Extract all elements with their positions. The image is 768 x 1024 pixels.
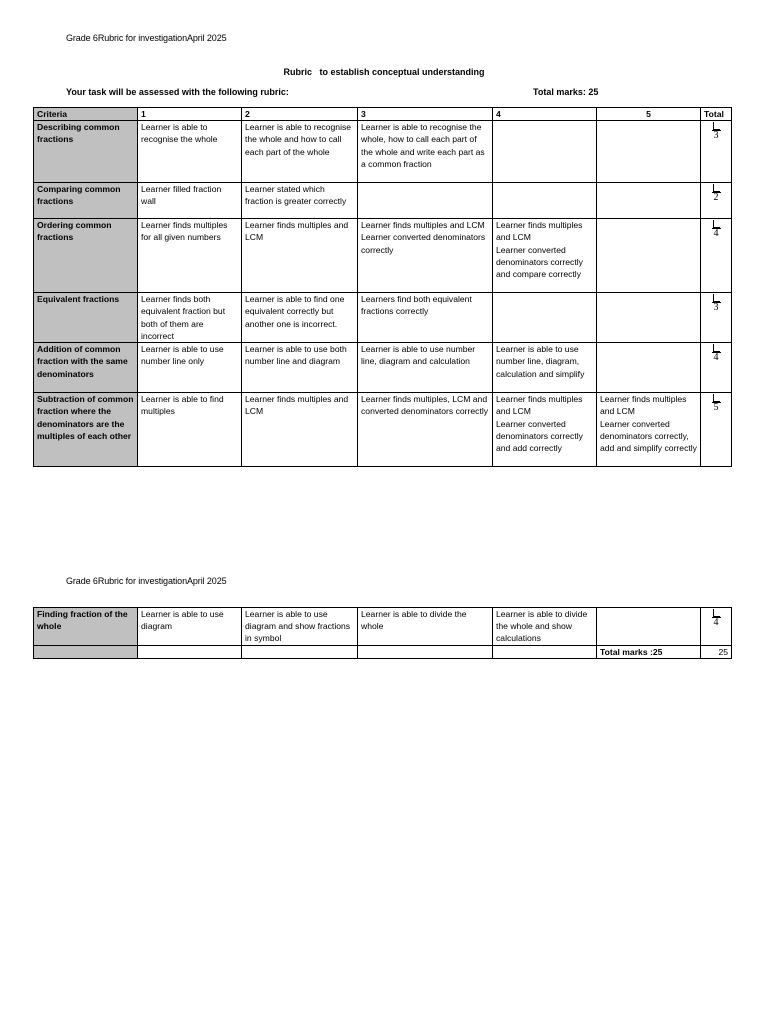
level-cell: Learner is able to recognise the whole xyxy=(138,121,242,183)
level-cell: Learner is able to find multiples xyxy=(138,393,242,467)
level-cell: Learner filled fraction wall xyxy=(138,183,242,219)
level-cell: Learner finds multiples and LCM xyxy=(242,393,358,467)
level-cell xyxy=(493,183,597,219)
max-score: 2 xyxy=(713,192,719,204)
level-cell: Learner is able to use number line only xyxy=(138,343,242,393)
criteria-cell: Subtraction of common fraction where the denominators are the multiples of each other xyxy=(34,393,138,467)
total-cell xyxy=(701,393,732,467)
max-score: 3 xyxy=(713,130,719,142)
level-cell: Learner finds multiples, LCM and converted denominators correctly xyxy=(358,393,493,467)
max-score: 3 xyxy=(713,302,719,314)
level-cell: Learners find both equivalent fractions correctly xyxy=(358,293,493,343)
column-header: Total xyxy=(701,108,732,121)
total-marks-value: 25 xyxy=(701,646,732,659)
column-header: 2 xyxy=(242,108,358,121)
column-header: Criteria xyxy=(34,108,138,121)
header-rubric-for: Rubric for investigation xyxy=(97,33,187,43)
rubric-row xyxy=(34,393,732,467)
score-fraction xyxy=(712,121,721,141)
total-cell xyxy=(701,121,732,183)
score-fraction xyxy=(712,183,721,203)
max-score: 4 xyxy=(713,228,719,240)
level-cell: Learner is able to divide the whole and show calculations xyxy=(493,608,597,646)
column-header: 1 xyxy=(138,108,242,121)
criteria-cell: Equivalent fractions xyxy=(34,293,138,343)
score-box-icon xyxy=(713,184,720,192)
empty-cell xyxy=(493,646,597,659)
score-box-icon xyxy=(713,220,720,228)
column-header: 3 xyxy=(358,108,493,121)
level-cell: Learner is able to recognise the whole, how to call each part of the whole and write each part as a common fraction xyxy=(358,121,493,183)
rubric-row xyxy=(34,293,732,343)
title-rubric: Rubric xyxy=(283,67,312,77)
score-box-icon xyxy=(713,294,720,302)
criteria-cell: Comparing common fractions xyxy=(34,183,138,219)
total-cell xyxy=(701,219,732,293)
total-cell xyxy=(701,343,732,393)
level-cell: Learner finds multiples and LCM Learner converted denominators correctly and add correctly xyxy=(493,393,597,467)
total-marks-label: Total marks :25 xyxy=(597,646,701,659)
level-cell xyxy=(493,121,597,183)
criteria-cell: Addition of common fraction with the same denominators xyxy=(34,343,138,393)
level-cell: Learner is able to use diagram xyxy=(138,608,242,646)
header2-rubric-for: Rubric for investigation xyxy=(97,576,187,586)
score-fraction xyxy=(712,293,721,313)
max-score: 4 xyxy=(713,617,719,628)
total-row xyxy=(34,646,732,659)
header-date: April 2025 xyxy=(186,33,227,43)
rubric-table-continued xyxy=(33,607,732,659)
total-marks-top: Total marks: 25 xyxy=(533,87,599,97)
level-cell: Learner stated which fraction is greater correctly xyxy=(242,183,358,219)
level-cell xyxy=(597,608,701,646)
rubric-row xyxy=(34,343,732,393)
rubric-row xyxy=(34,219,732,293)
rubric-row xyxy=(34,608,732,646)
level-cell xyxy=(597,183,701,219)
page-header xyxy=(66,33,227,43)
total-cell xyxy=(701,608,732,646)
level-cell: Learner finds multiples and LCM Learner converted denominators correctly, add and simplify correctly xyxy=(597,393,701,467)
level-cell: Learner is able to use both number line and diagram xyxy=(242,343,358,393)
rubric-row xyxy=(34,121,732,183)
level-cell: Learner finds multiples and LCM Learner converted denominators correctly xyxy=(358,219,493,293)
level-cell xyxy=(493,293,597,343)
score-box-icon xyxy=(713,394,720,402)
task-line: Your task will be assessed with the following rubric: xyxy=(66,87,289,97)
header-row xyxy=(34,108,732,121)
level-cell: Learner is able to find one equivalent correctly but another one is incorrect. xyxy=(242,293,358,343)
criteria-cell: Finding fraction of the whole xyxy=(34,608,138,646)
level-cell: Learner finds multiples and LCM xyxy=(242,219,358,293)
level-cell xyxy=(597,219,701,293)
rubric-table xyxy=(33,107,732,467)
total-cell xyxy=(701,183,732,219)
page2-header xyxy=(66,576,227,586)
criteria-cell: Describing common fractions xyxy=(34,121,138,183)
column-header: 5 xyxy=(597,108,701,121)
column-header: 4 xyxy=(493,108,597,121)
empty-cell xyxy=(358,646,493,659)
level-cell xyxy=(597,293,701,343)
level-cell: Learner is able to use number line, diagram, calculation and simplify xyxy=(493,343,597,393)
score-fraction xyxy=(712,393,721,413)
rubric-title xyxy=(0,67,768,77)
level-cell: Learner is able to divide the whole xyxy=(358,608,493,646)
empty-cell xyxy=(242,646,358,659)
score-fraction xyxy=(712,343,721,363)
score-box-icon xyxy=(713,344,720,352)
max-score: 4 xyxy=(713,352,719,364)
rubric-row xyxy=(34,183,732,219)
level-cell xyxy=(597,121,701,183)
total-cell xyxy=(701,293,732,343)
header-grade: Grade 6 xyxy=(66,33,98,43)
level-cell: Learner finds multiples and LCM Learner converted denominators correctly and compare correctly xyxy=(493,219,597,293)
level-cell: Learner is able to use number line, diagram and calculation xyxy=(358,343,493,393)
level-cell: Learner is able to use diagram and show fractions in symbol xyxy=(242,608,358,646)
level-cell: Learner is able to recognise the whole and how to call each part of the whole xyxy=(242,121,358,183)
score-box-icon xyxy=(713,609,720,617)
empty-criteria-cell xyxy=(34,646,138,659)
score-box-icon xyxy=(713,122,720,130)
title-purpose: to establish conceptual understanding xyxy=(319,67,485,77)
level-cell xyxy=(597,343,701,393)
header2-date: April 2025 xyxy=(186,576,227,586)
level-cell: Learner finds multiples for all given numbers xyxy=(138,219,242,293)
empty-cell xyxy=(138,646,242,659)
criteria-cell: Ordering common fractions xyxy=(34,219,138,293)
header2-grade: Grade 6 xyxy=(66,576,98,586)
score-fraction xyxy=(712,608,721,628)
max-score: 5 xyxy=(713,402,719,414)
score-fraction xyxy=(712,219,721,239)
level-cell xyxy=(358,183,493,219)
level-cell: Learner finds both equivalent fraction but both of them are incorrect xyxy=(138,293,242,343)
